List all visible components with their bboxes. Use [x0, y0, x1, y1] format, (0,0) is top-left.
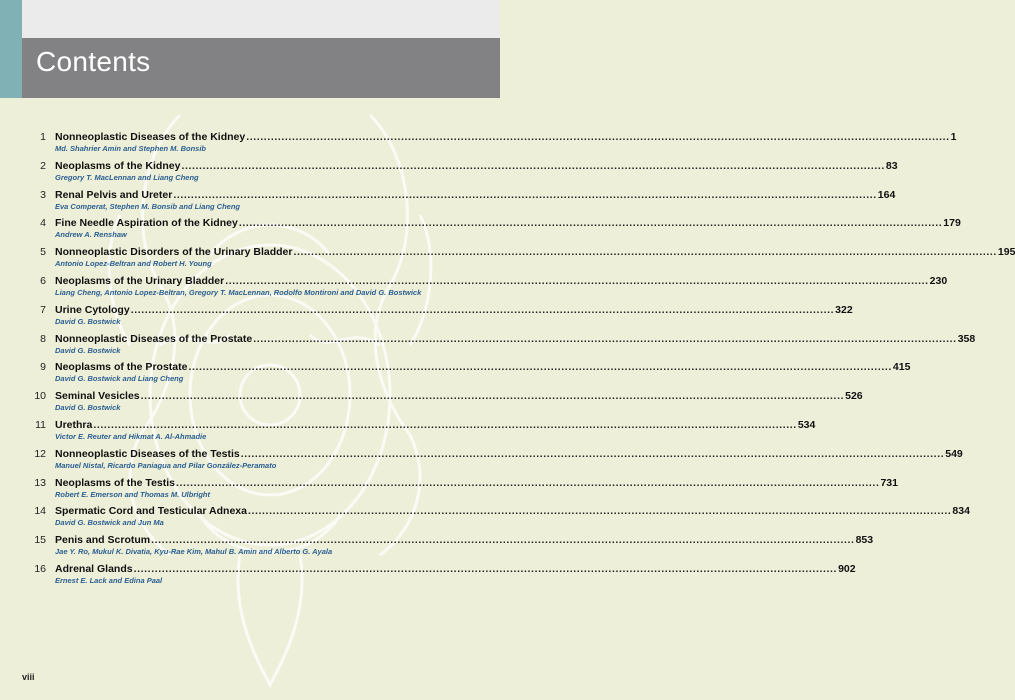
chapter-authors: Ernest E. Lack and Edina Paal [55, 575, 163, 585]
chapter-number: 2 [40, 159, 46, 172]
chapter-title-line [55, 534, 874, 547]
chapter-authors: Liang Cheng, Antonio Lopez-Beltran, Gregory T. MacLennan, Rodolfo Montironi and David G. Bostwick [55, 287, 422, 297]
chapter-title[interactable]: Seminal Vesicles [55, 390, 140, 403]
chapter-page-number: 179 [943, 217, 961, 230]
toc-entry[interactable] [0, 361, 911, 390]
chapter-title[interactable]: Fine Needle Aspiration of the Kidney [55, 217, 238, 230]
page-number: viii [22, 672, 35, 682]
chapter-authors: Eva Comperat, Stephen M. Bonsib and Liang Cheng [55, 201, 241, 211]
chapter-authors: Md. Shahrier Amin and Stephen M. Bonsib [55, 144, 206, 153]
chapter-title[interactable]: Nonneoplastic Diseases of the Prostate [55, 332, 253, 345]
chapter-number: 9 [40, 361, 46, 374]
chapter-title[interactable]: Spermatic Cord and Testicular Adnexa [55, 505, 247, 518]
chapter-authors: Robert E. Emerson and Thomas M. Ulbright [55, 489, 211, 499]
dot-leader: ........................................................................................................................................................................................................ [181, 159, 885, 172]
dot-leader: ........................................................................................................................................................................................................ [253, 332, 957, 345]
chapter-authors: David G. Bostwick and Jun Ma [55, 518, 164, 528]
chapter-number: 10 [34, 390, 46, 403]
chapter-authors: Andrew A. Renshaw [55, 230, 127, 240]
chapter-title-line [55, 332, 976, 345]
chapter-page-number: 230 [929, 274, 948, 287]
toc-entry[interactable] [0, 217, 961, 246]
chapter-authors: Victor E. Reuter and Hikmat A. Al-Ahmadie [55, 431, 207, 441]
chapter-title[interactable]: Neoplasms of the Prostate [55, 361, 188, 374]
chapter-title[interactable]: Urethra [55, 418, 93, 431]
chapter-page-number: 853 [855, 534, 874, 547]
chapter-number: 4 [40, 217, 46, 230]
chapter-page-number: 1 [950, 131, 957, 143]
chapter-page-number: 358 [957, 332, 976, 345]
chapter-title-line [55, 274, 948, 287]
toc-entry[interactable] [0, 188, 896, 218]
chapter-number: 5 [40, 246, 46, 259]
dot-leader: ........................................................................................................................................................................................................ [176, 476, 880, 489]
chapter-number: 16 [34, 562, 46, 575]
top-margin-strip [0, 0, 500, 38]
header-band [22, 38, 500, 98]
dot-leader: ........................................................................................................................................................................................................ [130, 303, 835, 316]
chapter-number: 3 [40, 188, 46, 201]
chapter-title-line [55, 476, 898, 489]
chapter-title[interactable]: Penis and Scrotum [55, 534, 151, 547]
chapter-title-line [55, 505, 970, 518]
chapter-page-number: 164 [877, 188, 896, 201]
chapter-title[interactable]: Nonneoplastic Diseases of the Kidney [55, 131, 246, 143]
chapter-title-line [55, 361, 911, 374]
chapter-page-number: 902 [838, 562, 856, 575]
dot-leader: ........................................................................................................................................................................................................ [246, 131, 950, 143]
chapter-authors: David G. Bostwick [55, 403, 121, 413]
toc-entry[interactable] [0, 332, 976, 362]
chapter-number: 8 [40, 332, 46, 345]
toc-entry[interactable] [0, 390, 863, 419]
chapter-number: 11 [35, 418, 46, 431]
chapter-number: 13 [34, 476, 46, 489]
chapter-page-number: 731 [880, 476, 898, 489]
dot-leader: ........................................................................................................................................................................................................ [93, 418, 797, 431]
chapter-title-line [55, 303, 853, 316]
chapter-title-line [55, 447, 963, 460]
chapter-title[interactable]: Nonneoplastic Disorders of the Urinary Bladder [55, 246, 293, 259]
chapter-page-number: 549 [945, 447, 963, 460]
dot-leader: ........................................................................................................................................................................................................ [133, 562, 838, 575]
toc-entry[interactable] [0, 418, 816, 448]
chapter-title-line [55, 418, 816, 431]
chapter-title[interactable]: Renal Pelvis and Ureter [55, 188, 173, 201]
dot-leader: ........................................................................................................................................................................................................ [140, 390, 845, 403]
page-title: Contents [36, 46, 151, 77]
chapter-title-line [55, 246, 1015, 259]
chapter-title-line [55, 562, 856, 575]
dot-leader: ........................................................................................................................................................................................................ [293, 246, 997, 259]
toc-entry[interactable] [0, 534, 874, 563]
chapter-title-line [55, 159, 898, 172]
toc-entry[interactable] [0, 476, 898, 506]
toc-entry[interactable] [0, 131, 957, 160]
chapter-title-line [55, 390, 863, 403]
toc-entry[interactable] [0, 159, 898, 189]
chapter-number: 12 [34, 447, 46, 460]
chapter-page-number: 526 [845, 390, 863, 403]
chapter-authors: Jae Y. Ro, Mukul K. Divatia, Kyu-Rae Kim, Mahul B. Amin and Alberto G. Ayala [55, 547, 333, 557]
chapter-page-number: 415 [892, 361, 911, 374]
chapter-page-number: 195 [997, 246, 1015, 259]
chapter-title-line [55, 188, 896, 201]
chapter-number: 1 [40, 131, 46, 143]
chapter-authors: Manuel Nistal, Ricardo Paniagua and Pilar González-Peramato [55, 460, 277, 470]
chapter-title[interactable]: Neoplasms of the Urinary Bladder [55, 274, 225, 287]
toc-entry[interactable] [0, 303, 853, 333]
toc-entry[interactable] [0, 562, 856, 592]
chapter-authors: David G. Bostwick [55, 316, 121, 326]
toc-entry[interactable] [0, 447, 963, 477]
chapter-page-number: 834 [952, 505, 970, 518]
accent-bar [0, 0, 22, 98]
chapter-title-line [55, 217, 961, 230]
chapter-page-number: 83 [885, 159, 898, 172]
chapter-title[interactable]: Nonneoplastic Diseases of the Testis [55, 447, 240, 460]
chapter-page-number: 322 [835, 303, 853, 316]
chapter-title-line [55, 131, 957, 143]
chapter-authors: David G. Bostwick [55, 345, 121, 355]
dot-leader: ........................................................................................................................................................................................................ [151, 534, 855, 547]
dot-leader: ........................................................................................................................................................................................................ [240, 447, 945, 460]
chapter-number: 15 [34, 534, 46, 547]
toc-entry[interactable] [0, 274, 948, 304]
chapter-number: 6 [40, 274, 46, 287]
table-of-contents [0, 131, 1015, 592]
dot-leader: ........................................................................................................................................................................................................ [173, 188, 877, 201]
chapter-authors: Gregory T. MacLennan and Liang Cheng [55, 172, 199, 182]
chapter-number: 7 [40, 303, 46, 316]
chapter-title[interactable]: Neoplasms of the Testis [55, 476, 176, 489]
chapter-number: 14 [34, 505, 46, 518]
chapter-title[interactable]: Adrenal Glands [55, 562, 133, 575]
toc-entry[interactable] [0, 505, 970, 534]
chapter-page-number: 534 [797, 418, 816, 431]
dot-leader: ........................................................................................................................................................................................................ [188, 361, 892, 374]
chapter-authors: David G. Bostwick and Liang Cheng [55, 374, 184, 384]
chapter-authors: Antonio Lopez-Beltran and Robert H. Young [55, 259, 212, 269]
toc-entry[interactable] [0, 246, 1015, 275]
dot-leader: ........................................................................................................................................................................................................ [225, 274, 929, 287]
chapter-title[interactable]: Urine Cytology [55, 303, 130, 316]
chapter-title[interactable]: Neoplasms of the Kidney [55, 159, 181, 172]
dot-leader: ........................................................................................................................................................................................................ [247, 505, 952, 518]
dot-leader: ........................................................................................................................................................................................................ [238, 217, 943, 230]
